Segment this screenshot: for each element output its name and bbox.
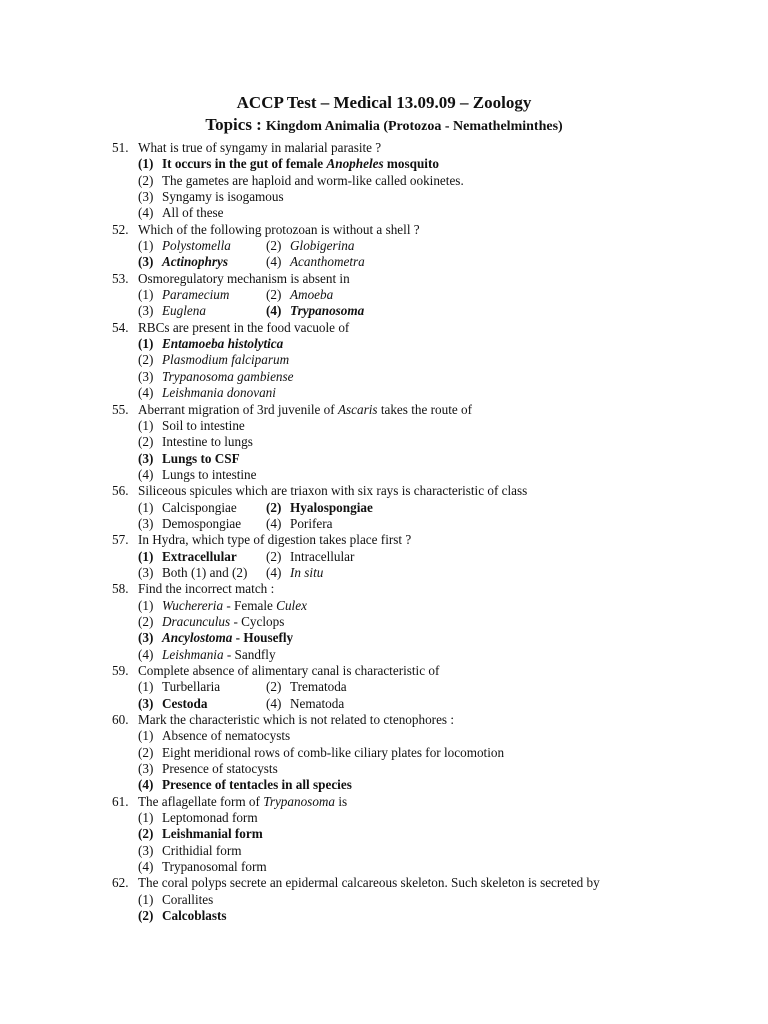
option-number: (2) [138,434,154,450]
option [138,434,253,450]
question-stem [112,271,632,287]
option-row [112,598,632,614]
question-stem [112,794,632,810]
question-text-segment: Find the incorrect match : [138,581,275,597]
option-text [162,434,253,450]
option-text [290,696,344,712]
option-text-segment: Ancylostoma [162,630,233,646]
option-text-segment: Polystomella [162,238,231,254]
option-text-segment: Lungs to CSF [162,450,240,466]
option-text [162,385,276,401]
option-text [162,728,290,744]
option-text [162,892,213,908]
option-row [112,238,632,254]
question-text [138,222,420,238]
option [138,745,504,761]
option-text [162,679,220,695]
question-text-segment: Aberrant migration of 3rd juvenile of [138,401,338,417]
option-text [162,173,464,189]
option-number: (1) [138,156,154,172]
option-number: (3) [138,303,154,319]
option-text-segment: Calcispongiae [162,499,237,515]
option-number: (1) [138,679,154,695]
question-text [138,875,600,891]
option-text-segment: Trypanosoma [290,303,365,319]
option-text [290,679,347,695]
option-number: (4) [266,303,282,319]
option-number: (4) [266,564,282,580]
question-text-segment: Which of the following protozoan is without a shell ? [138,221,420,237]
option-number: (1) [138,597,154,613]
question-text-segment: In Hydra, which type of digestion takes place first ? [138,532,412,548]
option-row [112,565,632,581]
option-number: (2) [266,238,282,254]
option-text [162,647,276,663]
option-number: (1) [138,287,154,303]
option-row [112,451,632,467]
option-text-segment: The gametes are haploid and worm-like called ookinetes. [162,172,464,188]
option-number: (3) [138,368,154,384]
option-number: (2) [138,908,154,924]
option-row [112,189,632,205]
option-row [112,843,632,859]
option-text [162,189,284,205]
option-row [112,614,632,630]
option-number: (1) [138,238,154,254]
option-text-segment: Euglena [162,303,206,319]
answer-option [138,156,439,172]
option-text [162,352,289,368]
option-text-segment: Leptomonad form [162,810,258,826]
option-number: (2) [138,172,154,188]
option-text-segment: Eight meridional rows of comb-like ciliary plates for locomotion [162,744,505,760]
option-text-segment: - Sandfly [223,646,276,662]
option-text-segment: Plasmodium falciparum [162,352,290,368]
question-stem [112,712,632,728]
option-number: (3) [138,842,154,858]
option-text [162,418,245,434]
option-row [112,205,632,221]
option-row [112,173,632,189]
option-number: (3) [138,254,154,270]
option-text [162,777,352,793]
option-number: (2) [138,613,154,629]
option [138,189,284,205]
option-text [162,500,237,516]
option-text [162,549,237,565]
option-text-segment: Trypanosomal form [162,859,267,875]
option [266,696,344,712]
option [138,173,464,189]
question-number: 59. [112,663,129,678]
option-number: (4) [138,385,154,401]
option-text [162,761,278,777]
question-stem [112,402,632,418]
option-row [112,859,632,875]
option-row [112,516,632,532]
question-number: 54. [112,319,129,335]
option-text-segment: Culex [276,597,307,613]
option-row [112,500,632,516]
option-row [112,826,632,842]
option-text [162,205,224,221]
option-text-segment: Crithidial form [162,842,242,858]
option [138,500,266,516]
option [266,516,332,532]
question-stem [112,483,632,499]
option-number: (1) [138,548,154,564]
option-number: (1) [138,336,154,352]
option-text [162,598,307,614]
option-text [162,287,229,303]
option-text-segment: Leishmanial form [162,826,263,842]
question-text-segment: Complete absence of alimentary canal is characteristic of [138,663,440,678]
option-text-segment: Syngamy is isogamous [162,189,284,205]
option-text-segment: Actinophrys [162,254,228,270]
option-number: (3) [138,695,154,711]
option-text [290,549,354,565]
question-text-segment: RBCs are present in the food vacuole of [138,319,350,335]
question-stem [112,663,632,679]
option-row [112,630,632,646]
option-text-segment: Leishmania [162,646,224,662]
option-text [162,254,228,270]
option [138,859,267,875]
option-text-segment: Intestine to lungs [162,434,253,450]
question-number: 60. [112,712,129,728]
option-text-segment: Leishmania donovani [162,385,276,401]
option-number: (4) [138,205,154,221]
option-number: (2) [266,548,282,564]
option-row [112,418,632,434]
option-text [162,630,293,646]
option-row [112,352,632,368]
option-number: (3) [138,761,154,777]
option-text-segment: Demospongiae [162,515,242,531]
option-row [112,728,632,744]
option [138,647,276,663]
question-text [138,581,274,597]
option-number: (4) [266,515,282,531]
option-row [112,696,632,712]
topics-line [0,115,768,135]
option [138,385,276,401]
question-text [138,320,349,336]
question-text-segment: What is true of syngamy in malarial parasite ? [138,140,382,155]
option [138,843,241,859]
question-text-segment: The aflagellate form of [138,793,264,809]
option-text [162,516,241,532]
option-text-segment: Acanthometra [290,254,365,270]
option [138,205,224,221]
option-text [290,287,333,303]
option-number: (1) [138,499,154,515]
option-text [290,238,354,254]
option-number: (2) [138,744,154,760]
option-row [112,303,632,319]
option-text-segment: - Female [223,597,277,613]
option-number: (2) [138,352,154,368]
option [138,810,258,826]
option-text [162,369,294,385]
topics-value: Kingdom Animalia (Protozoa - Nemathelminthes) [265,119,563,134]
option-row [112,745,632,761]
option-row [112,761,632,777]
option-text-segment: Hyalospongiae [290,499,373,515]
option [138,369,294,385]
question-text-segment: Osmoregulatory mechanism is absent in [138,270,350,286]
question-text [138,794,347,810]
option-text-segment: Extracellular [162,548,237,564]
option-text [162,467,257,483]
option [266,679,347,695]
question-number: 62. [112,875,129,891]
option-text-segment: Cestoda [162,695,208,711]
option-number: (4) [138,777,154,793]
option-text [290,516,332,532]
option [138,516,266,532]
option [138,679,266,695]
option-text-segment: Wuchereria [162,597,224,613]
question-text [138,712,454,728]
question-stem [112,532,632,548]
option-text-segment: Dracunculus [162,613,231,629]
option [138,761,278,777]
option-text-segment: Absence of nematocysts [162,728,291,744]
topics-label: Topics : [205,115,262,134]
option-number: (4) [138,466,154,482]
option [138,467,257,483]
question-number: 53. [112,270,129,286]
option-text-segment: Nematoda [290,695,345,711]
question-stem [112,222,632,238]
answer-option [138,777,352,793]
option-text-segment: Porifera [290,515,333,531]
option-text-segment: Intracellular [290,548,355,564]
question-text [138,140,381,156]
option-text [290,565,323,581]
option [138,598,307,614]
question-text [138,483,527,499]
option [138,238,266,254]
option-number: (3) [138,189,154,205]
option [138,418,245,434]
option-number: (2) [266,287,282,303]
option-row [112,385,632,401]
option-text [290,254,365,270]
question-text [138,402,472,418]
option-text-segment: It occurs in the gut of female [162,156,327,172]
option [138,352,289,368]
option-number: (4) [266,254,282,270]
option-number: (2) [266,499,282,515]
option-text-segment: Presence of statocysts [162,761,278,777]
question-text-segment: The coral polyps secrete an epidermal calcareous skeleton. Such skeleton is secreted by [138,875,600,891]
option-number: (2) [266,679,282,695]
option-text-segment: In situ [290,564,324,580]
option-text [290,303,364,319]
question-number: 61. [112,793,129,809]
option-row [112,549,632,565]
option-text [290,500,373,516]
option-text-segment: Anopheles [326,156,384,172]
answer-option [138,630,293,646]
option [266,287,333,303]
option-text-segment: Amoeba [290,287,334,303]
question-text-segment: Mark the characteristic which is not related to ctenophores : [138,712,455,728]
question-list [112,140,632,925]
option-text-segment: Calcoblasts [162,908,227,924]
option-row [112,777,632,793]
option-text [162,451,240,467]
question-stem [112,875,632,891]
option-text-segment: mosquito [383,156,439,172]
question-number: 58. [112,581,129,597]
option-number: (1) [138,810,154,826]
option-text [162,565,247,581]
option-row [112,369,632,385]
question-stem [112,581,632,597]
question-text [138,532,411,548]
answer-option [138,826,263,842]
option-text [162,908,226,924]
option [138,728,290,744]
option-row [112,434,632,450]
option-row [112,156,632,172]
option-text-segment: - Cyclops [230,613,285,629]
page-title: ACCP Test – Medical 13.09.09 – Zoology [236,93,532,112]
option-text-segment: Presence of tentacles in all species [162,777,352,793]
option-number: (2) [138,826,154,842]
answer-option [138,696,266,712]
option-number: (3) [138,564,154,580]
question-number: 55. [112,401,129,417]
option-text [162,336,283,352]
option-text-segment: Paramecium [162,287,230,303]
option-number: (4) [138,646,154,662]
option-number: (4) [138,859,154,875]
option-text-segment: Trematoda [290,679,347,695]
option-row [112,287,632,303]
option-text-segment: Entamoeba histolytica [162,336,284,352]
option [266,254,365,270]
option-row [112,679,632,695]
option [138,303,266,319]
option [138,565,266,581]
option-number: (1) [138,891,154,907]
option-text [162,810,258,826]
option-text-segment: All of these [162,205,224,221]
option [266,238,354,254]
answer-option [266,303,364,319]
option-text [162,614,284,630]
option-text [162,238,231,254]
answer-option [138,549,266,565]
option-number: (3) [138,630,154,646]
answer-option [138,254,266,270]
option-row [112,467,632,483]
option-number: (1) [138,728,154,744]
option-number: (4) [266,695,282,711]
option [138,892,213,908]
question-text-segment: Siliceous spicules which are triaxon with six rays is characteristic of class [138,483,528,499]
option-row [112,908,632,924]
option-row [112,892,632,908]
option-text-segment: Both (1) and (2) [162,564,248,580]
option [138,614,284,630]
option-text-segment: Lungs to intestine [162,466,257,482]
question-text [138,271,350,287]
option-text-segment: - Housefly [232,630,294,646]
option-text [162,696,207,712]
option-text [162,303,206,319]
question-number: 51. [112,140,129,155]
question-text [138,663,439,679]
question-number: 57. [112,532,129,548]
question-text-segment: takes the route of [377,401,472,417]
question-number: 52. [112,221,129,237]
option-text-segment: Turbellaria [162,679,221,695]
option-row [112,647,632,663]
option [266,565,323,581]
option-text [162,826,263,842]
question-text-segment: Trypanosoma [263,793,336,809]
answer-option [138,336,283,352]
answer-option [138,908,226,924]
option-number: (1) [138,417,154,433]
option-number: (3) [138,450,154,466]
question-number: 56. [112,483,129,499]
option-row [112,810,632,826]
answer-option [138,451,240,467]
answer-option [266,500,373,516]
question-text-segment: is [335,793,348,809]
option-text [162,745,504,761]
option-text-segment: Soil to intestine [162,417,245,433]
question-stem [112,320,632,336]
question-stem [112,140,632,156]
option [266,549,354,565]
option-row [112,336,632,352]
option-text-segment: Globigerina [290,238,355,254]
option-number: (3) [138,515,154,531]
option-text [162,843,241,859]
option [138,287,266,303]
option-text [162,859,267,875]
option-text-segment: Corallites [162,891,214,907]
option-text [162,156,439,172]
option-row [112,254,632,270]
option-text-segment: Trypanosoma gambiense [162,368,294,384]
question-text-segment: Ascaris [337,401,378,417]
